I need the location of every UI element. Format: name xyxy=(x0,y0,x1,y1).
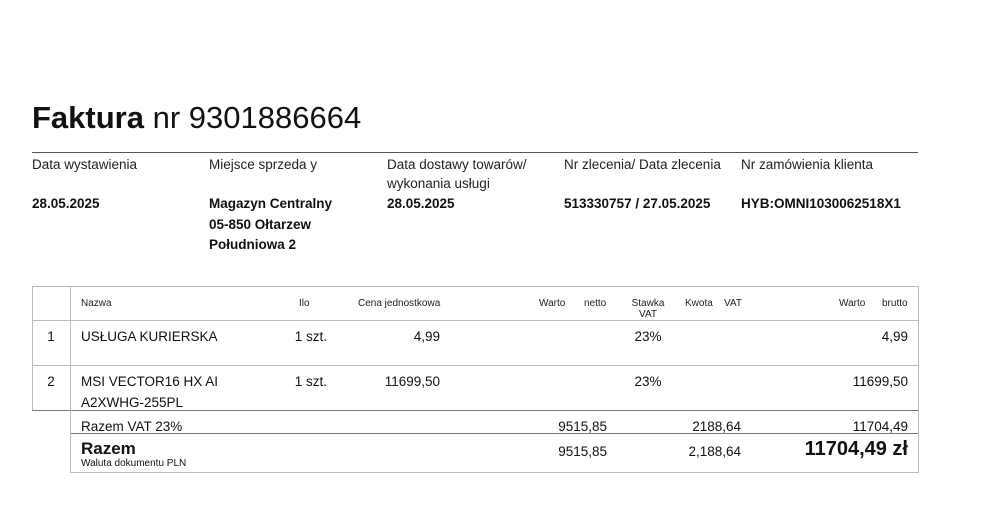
item-unit-price: 11699,50 xyxy=(384,374,440,389)
item-name-line-2: A2XWHG-255PL xyxy=(81,395,184,410)
place-line: Południowa 2 xyxy=(209,237,297,252)
issue-date-value: 28.05.2025 xyxy=(32,196,100,211)
header-unit-price: Cena jednostkowa xyxy=(358,298,441,309)
delivery-date-value: 28.05.2025 xyxy=(387,196,455,211)
place-of-sale-label: Miejsce sprzeda y xyxy=(209,157,318,172)
item-unit-price: 4,99 xyxy=(413,329,440,344)
item-name: USŁUGA KURIERSKA xyxy=(81,329,218,344)
header-divider xyxy=(32,152,918,153)
item-vat-rate: 23% xyxy=(634,374,662,389)
item-gross: 4,99 xyxy=(881,329,908,344)
invoice-number: nr 9301886664 xyxy=(143,100,362,135)
issue-date-label: Data wystawienia xyxy=(32,157,138,172)
table-top-border xyxy=(32,286,918,287)
column-divider xyxy=(70,286,71,473)
delivery-date-label-1: Data dostawy towarów/ xyxy=(387,157,527,172)
row-number: 1 xyxy=(47,329,55,344)
order-number-block xyxy=(564,155,739,213)
issue-date-block xyxy=(32,155,202,213)
vat-summary-divider xyxy=(70,433,918,434)
place-of-sale-block xyxy=(209,155,379,256)
header-bottom-border xyxy=(32,320,918,321)
row-number: 2 xyxy=(47,374,55,389)
order-number-value: 513330757 / 27.05.2025 xyxy=(564,196,711,211)
item-gross: 11699,50 xyxy=(852,374,908,389)
place-line: 05-850 Ołtarzew xyxy=(209,216,312,232)
client-order-label: Nr zamówienia klienta xyxy=(741,157,874,172)
header-net-b: netto xyxy=(584,298,607,309)
delivery-date-label-2: wykonania usługi xyxy=(387,176,490,191)
item-name: MSI VECTOR16 HX AI xyxy=(81,374,219,389)
client-order-value: HYB:OMNI1030062518X1 xyxy=(741,196,901,211)
vat-summary-label: Razem VAT 23% xyxy=(81,419,183,434)
header-vat-rate: Stawka VAT xyxy=(631,298,665,320)
header-vat-amount-a: Kwota xyxy=(685,298,713,309)
delivery-date-block xyxy=(387,155,557,213)
header-gross-b: brutto xyxy=(882,298,908,309)
item-qty: 1 szt. xyxy=(294,329,327,344)
header-name: Nazwa xyxy=(81,298,112,309)
order-number-label: Nr zlecenia/ Data zlecenia xyxy=(564,157,721,172)
currency-note: Waluta dokumentu PLN xyxy=(81,458,187,469)
header-qty: Ilo xyxy=(299,298,310,309)
item-qty: 1 szt. xyxy=(294,374,327,389)
invoice-title-bold: Faktura xyxy=(32,100,144,135)
table-bottom-border xyxy=(70,472,918,473)
total-net: 9515,85 xyxy=(558,444,607,459)
header-vat-amount-b: VAT xyxy=(724,298,742,309)
place-line: Magazyn Centralny xyxy=(209,196,333,211)
total-gross: 11704,49 zł xyxy=(804,438,908,460)
table-right-border xyxy=(918,286,919,473)
header-gross-a: Warto xyxy=(839,298,866,309)
header-net-a: Warto xyxy=(539,298,566,309)
items-table xyxy=(32,286,918,473)
total-vat: 2,188,64 xyxy=(688,444,741,459)
vat-summary-net: 9515,85 xyxy=(558,419,607,434)
vat-summary-gross: 11704,49 xyxy=(852,419,908,434)
client-order-block xyxy=(741,155,931,213)
total-label: Razem xyxy=(81,439,136,458)
invoice-title xyxy=(32,100,361,136)
row-divider xyxy=(32,365,918,366)
vat-summary-vat: 2188,64 xyxy=(692,419,741,434)
item-vat-rate: 23% xyxy=(634,329,662,344)
